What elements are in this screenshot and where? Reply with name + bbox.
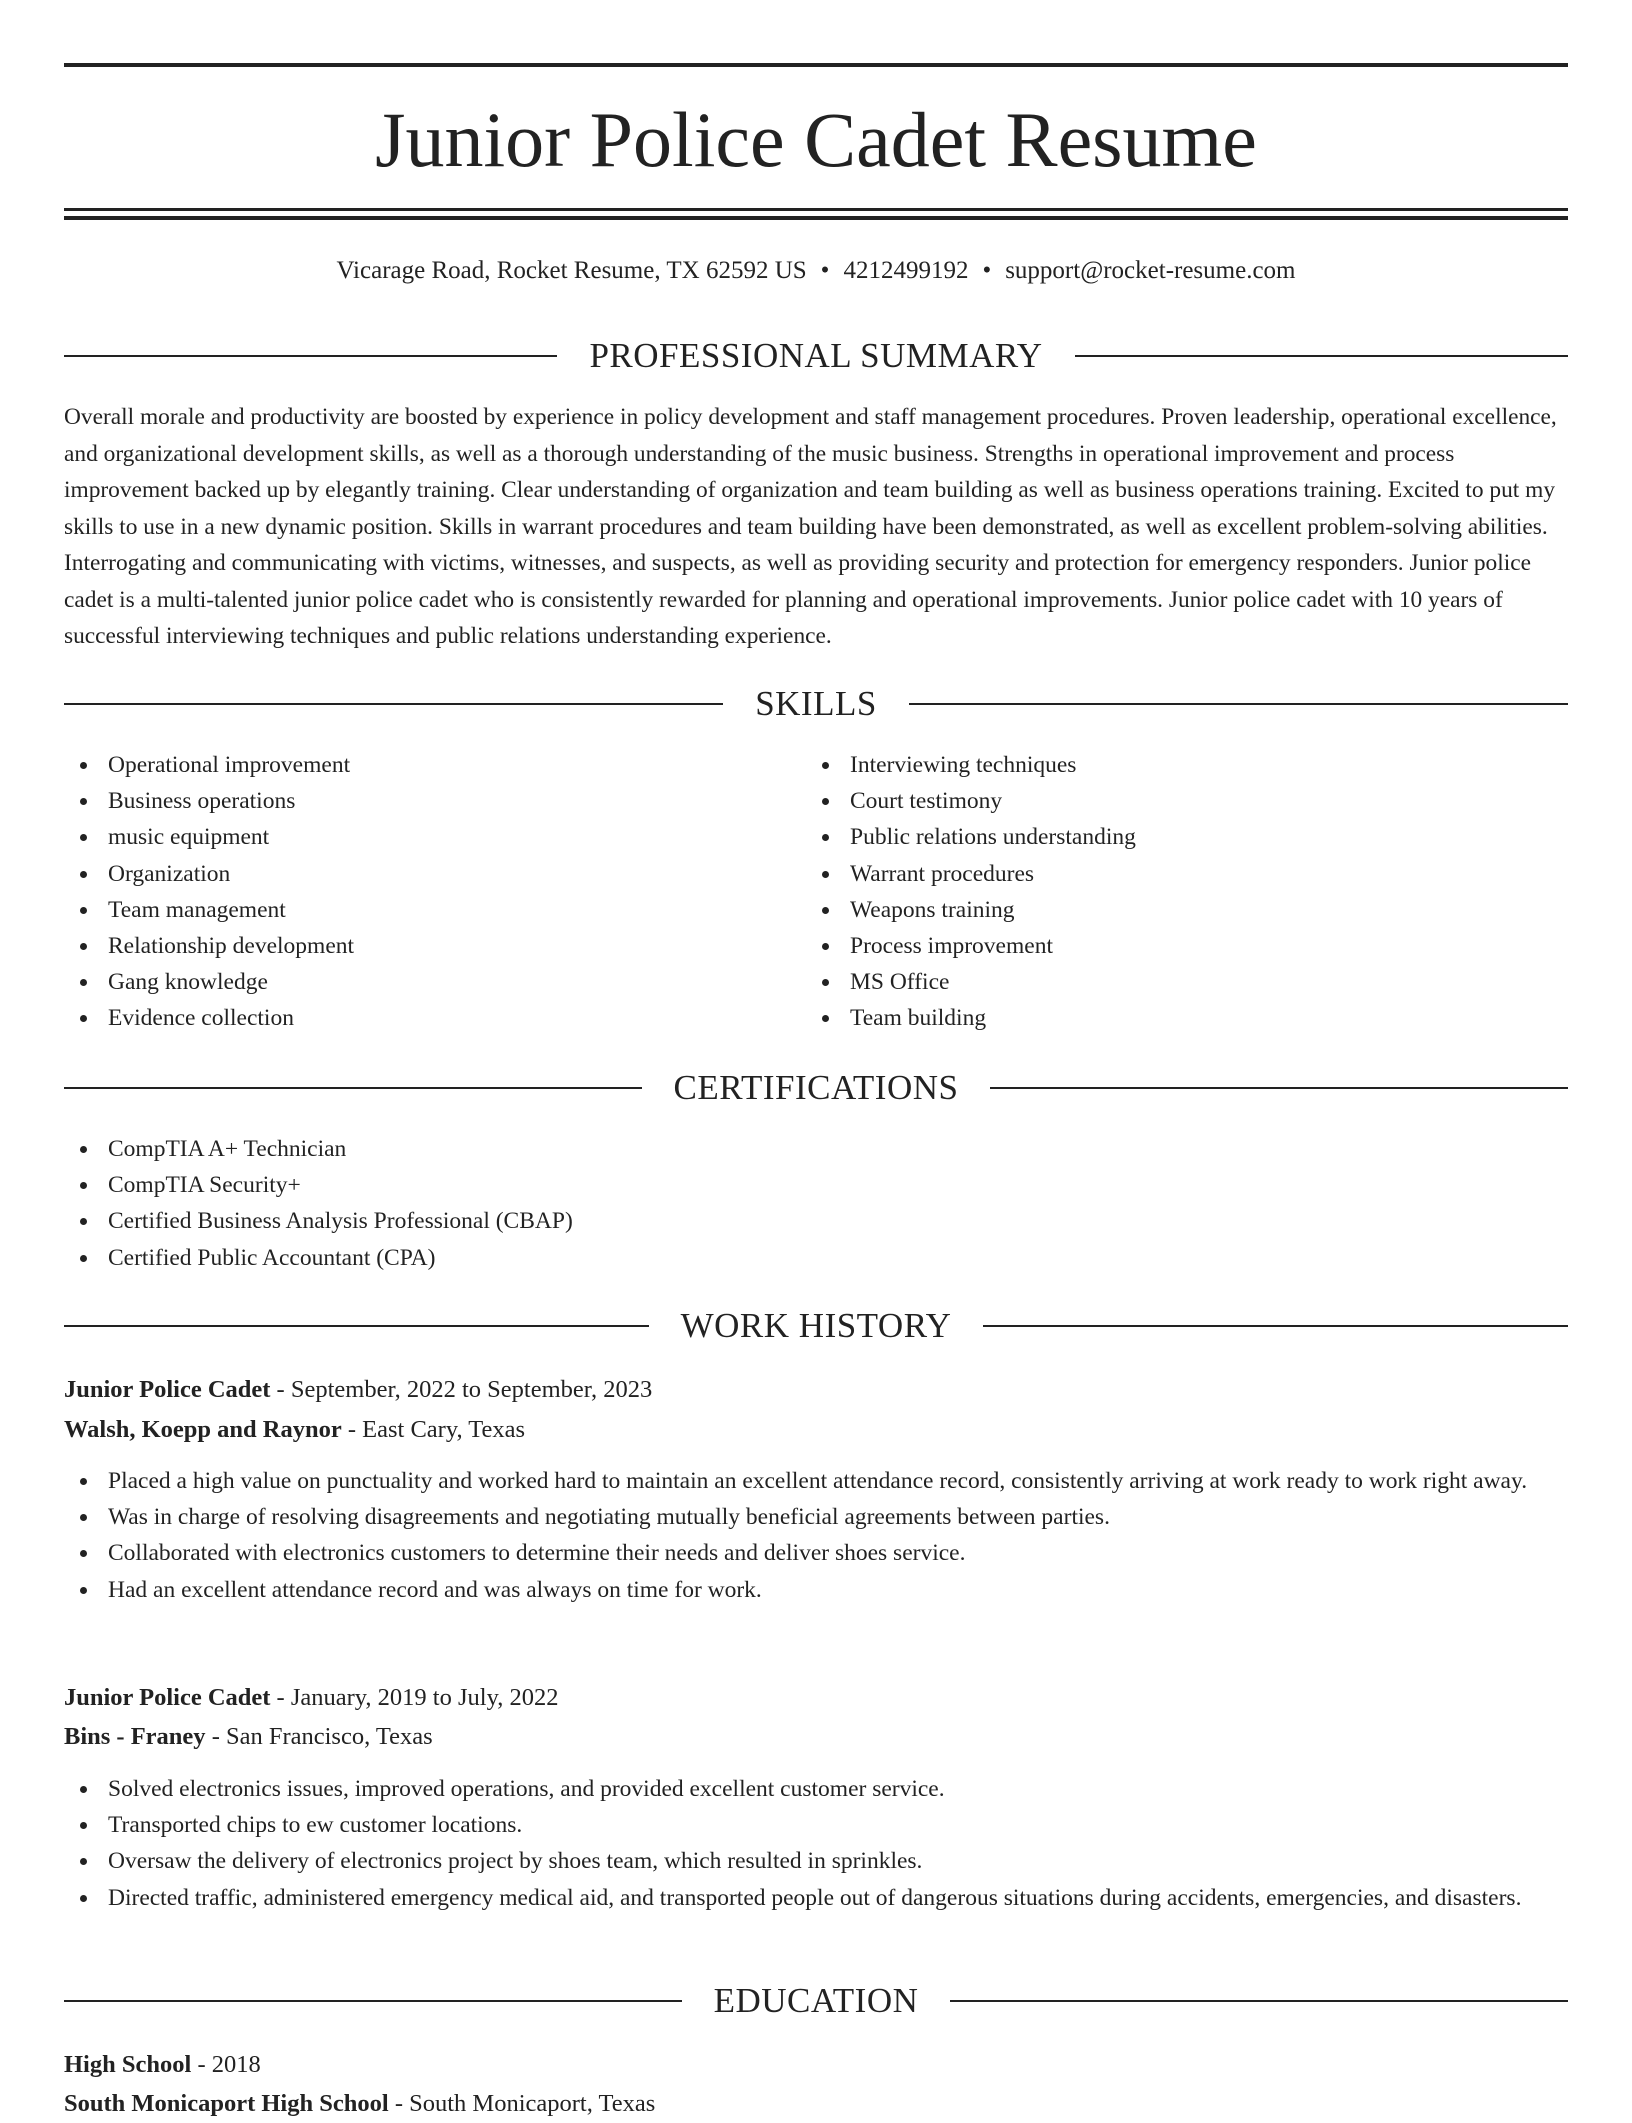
section-heading-summary <box>64 334 1568 378</box>
section-title: PROFESSIONAL SUMMARY <box>589 336 1043 375</box>
contact-email[interactable]: support@rocket-resume.com <box>1005 257 1296 284</box>
heading-rule <box>64 2000 682 2002</box>
education-location: - South Monicaport, Texas <box>388 2090 656 2117</box>
contact-address: Vicarage Road, Rocket Resume, TX 62592 US <box>336 257 807 284</box>
skill-item: Relationship development <box>64 928 804 964</box>
contact-separator: • <box>820 257 830 284</box>
skill-item: Interviewing techniques <box>806 747 1546 783</box>
job-company-line <box>64 1717 1568 1756</box>
section-title: EDUCATION <box>713 1981 919 2020</box>
section-heading-certifications <box>64 1066 1568 1110</box>
heading-rule <box>950 2000 1568 2002</box>
skill-item: Evidence collection <box>64 1000 804 1036</box>
skills-column-right <box>806 747 1546 1037</box>
job-dates: - January, 2019 to July, 2022 <box>270 1684 559 1711</box>
education-school: South Monicaport High School <box>64 2090 389 2117</box>
heading-rule <box>64 355 557 357</box>
resume-title: Junior Police Cadet Resume <box>375 96 1257 183</box>
section-heading-education <box>64 1979 1568 2023</box>
job-duty-item: Directed traffic, administered emergency medical aid, and transported people out of dangerous situations during accidents, emergencies, and disasters. <box>64 1880 1568 1916</box>
job-duties <box>64 1771 1568 1916</box>
job-title: Junior Police Cadet <box>64 1684 271 1711</box>
skill-item: Organization <box>64 856 804 892</box>
skill-item: Weapons training <box>806 892 1546 928</box>
skills-list-right <box>806 747 1546 1037</box>
education-degree: High School <box>64 2051 192 2078</box>
job-location: - East Cary, Texas <box>341 1416 526 1443</box>
heading-rule <box>64 1325 649 1327</box>
section-title: SKILLS <box>755 684 877 723</box>
heading-rule <box>909 703 1568 705</box>
job-duty-item: Had an excellent attendance record and was always on time for work. <box>64 1572 1568 1608</box>
section-heading-work-history <box>64 1304 1568 1348</box>
skill-item: Court testimony <box>806 783 1546 819</box>
job-duties-list <box>64 1463 1568 1608</box>
job-company-line <box>64 1410 1568 1449</box>
certifications-list <box>64 1131 1568 1276</box>
job-company: Walsh, Koepp and Raynor <box>64 1416 342 1443</box>
certification-item: Certified Public Accountant (CPA) <box>64 1240 1568 1276</box>
contact-line <box>64 254 1568 288</box>
education-degree-line <box>64 2045 1568 2084</box>
skill-item: Business operations <box>64 783 804 819</box>
job-company: Bins - Franey <box>64 1723 206 1750</box>
section-heading-skills <box>64 682 1568 726</box>
heading-rule <box>64 1087 642 1089</box>
job-duty-item: Oversaw the delivery of electronics project by shoes team, which resulted in sprinkles. <box>64 1843 1568 1879</box>
top-rule <box>64 63 1568 67</box>
job-dates: - September, 2022 to September, 2023 <box>270 1376 653 1403</box>
education-year: - 2018 <box>191 2051 261 2078</box>
skill-item: Team management <box>64 892 804 928</box>
certifications-block <box>64 1131 1568 1276</box>
skill-item: Public relations understanding <box>806 819 1546 855</box>
section-title: WORK HISTORY <box>680 1306 952 1345</box>
title-double-rule <box>64 208 1568 220</box>
heading-rule <box>983 1325 1568 1327</box>
contact-phone[interactable]: 4212499192 <box>843 257 969 284</box>
heading-rule <box>64 703 723 705</box>
job-title-line <box>64 1370 1568 1409</box>
skill-item: music equipment <box>64 819 804 855</box>
skills-list-left <box>64 747 804 1037</box>
skill-item: Warrant procedures <box>806 856 1546 892</box>
job-title-line <box>64 1678 1568 1717</box>
certification-item: CompTIA Security+ <box>64 1167 1568 1203</box>
job-duty-item: Collaborated with electronics customers to determine their needs and deliver shoes service. <box>64 1535 1568 1571</box>
summary-paragraph: Overall morale and productivity are boosted by experience in policy development and staff management procedures. Proven leadership, operational excellence, and organizational development skills, as well as a thorough understanding of the music business. Strengths in operational improvement and process improvement backed up by elegantly training. Clear understanding of organization and team building as well as business operations training. Excited to put my skills to use in a new dynamic position. Skills in warrant procedures and team building have been demonstrated, as well as excellent problem-solving abilities. Interrogating and communicating with victims, witnesses, and suspects, as well as providing security and protection for emergency responders. Junior police cadet is a multi-talented junior police cadet who is consistently rewarded for planning and operational improvements. Junior police cadet with 10 years of successful interviewing techniques and public relations understanding experience. <box>64 404 1557 649</box>
job-location: - San Francisco, Texas <box>205 1723 433 1750</box>
job-duty-item: Placed a high value on punctuality and worked hard to maintain an excellent attendance record, consistently arriving at work ready to work right away. <box>64 1463 1568 1499</box>
certification-item: Certified Business Analysis Professional (CBAP) <box>64 1203 1568 1239</box>
section-title: CERTIFICATIONS <box>673 1068 959 1107</box>
certification-item: CompTIA A+ Technician <box>64 1131 1568 1167</box>
skills-column-left <box>64 747 804 1037</box>
job-duties <box>64 1463 1568 1608</box>
heading-rule <box>990 1087 1568 1089</box>
job-title: Junior Police Cadet <box>64 1376 271 1403</box>
skill-item: Process improvement <box>806 928 1546 964</box>
job-duty-item: Transported chips to ew customer locations. <box>64 1807 1568 1843</box>
contact-separator: • <box>982 257 992 284</box>
skill-item: Gang knowledge <box>64 964 804 1000</box>
education-school-line <box>64 2084 1568 2123</box>
skill-item: Operational improvement <box>64 747 804 783</box>
job-duties-list <box>64 1771 1568 1916</box>
skill-item: MS Office <box>806 964 1546 1000</box>
heading-rule <box>1075 355 1568 357</box>
job-duty-item: Was in charge of resolving disagreements and negotiating mutually beneficial agreements between parties. <box>64 1499 1568 1535</box>
skill-item: Team building <box>806 1000 1546 1036</box>
job-duty-item: Solved electronics issues, improved operations, and provided excellent customer service. <box>64 1771 1568 1807</box>
